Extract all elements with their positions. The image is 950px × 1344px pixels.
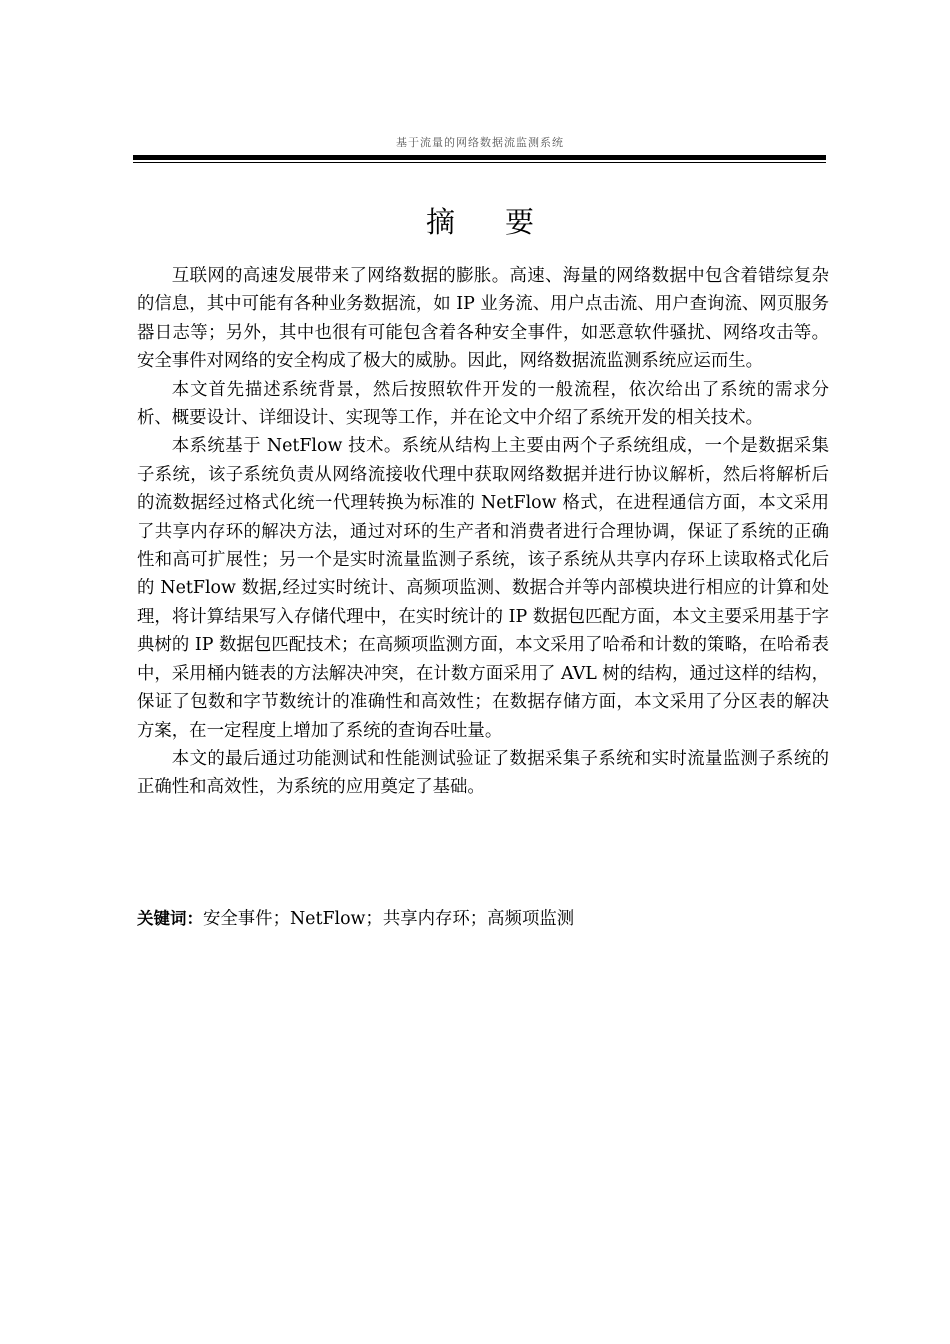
keywords-values: 安全事件；NetFlow；共享内存环；高频项监测 [203, 909, 575, 929]
running-header: 基于流量的网络数据流监测系统 [396, 136, 564, 149]
header-rule-thick [133, 155, 826, 160]
abstract-body [137, 262, 829, 802]
keywords-line [137, 905, 829, 933]
abstract-title-char-1: 摘 [425, 205, 455, 239]
abstract-title-char-2: 要 [505, 205, 535, 239]
header-rule-thin [133, 162, 826, 163]
abstract-title [135, 200, 825, 244]
abstract-paragraph-3: 本系统基于 NetFlow 技术。系统从结构上主要由两个子系统组成，一个是数据采集子系统，该子系统负责从网络流接收代理中获取网络数据并进行协议解析，然后将解析后的流数据经过格式化统一代理转换为标准的 NetFlow 格式，在进程通信方面，本文采用了共享内存环的解决方法，通过对环的生产者和消费者进行合理协调，保证了系统的正确性和高可扩展性；另一个是实时流量监测子系统，该子系统从共享内存环上读取格式化后的 NetFlow 数据,经过实时统计、高频项监测、数据合并等内部模块进行相应的计算和处理，将计算结果写入存储代理中，在实时统计的 IP 数据包匹配方面，本文主要采用基于字典树的 IP 数据包匹配技术；在高频项监测方面，本文采用了哈希和计数的策略，在哈希表中，采用桶内链表的方法解决冲突，在计数方面采用了 AVL 树的结构，通过这样的结构，保证了包数和字节数统计的准确性和高效性；在数据存储方面，本文采用了分区表的解决方案，在一定程度上增加了系统的查询吞吐量。 [137, 436, 829, 741]
abstract-paragraph-4: 本文的最后通过功能测试和性能测试验证了数据采集子系统和实时流量监测子系统的正确性和高效性，为系统的应用奠定了基础。 [137, 748, 829, 798]
keywords-label: 关键词： [137, 909, 203, 928]
abstract-paragraph-2: 本文首先描述系统背景，然后按照软件开发的一般流程，依次给出了系统的需求分析、概要设计、详细设计、实现等工作，并在论文中介绍了系统开发的相关技术。 [137, 379, 829, 429]
abstract-paragraph-1: 互联网的高速发展带来了网络数据的膨胀。高速、海量的网络数据中包含着错综复杂的信息，其中可能有各种业务数据流，如 IP 业务流、用户点击流、用户查询流、网页服务器日志等；另外，其中也很有可能包含着各种安全事件，如恶意软件骚扰、网络攻击等。安全事件对网络的安全构成了极大的威胁。因此，网络数据流监测系统应运而生。 [137, 266, 829, 372]
